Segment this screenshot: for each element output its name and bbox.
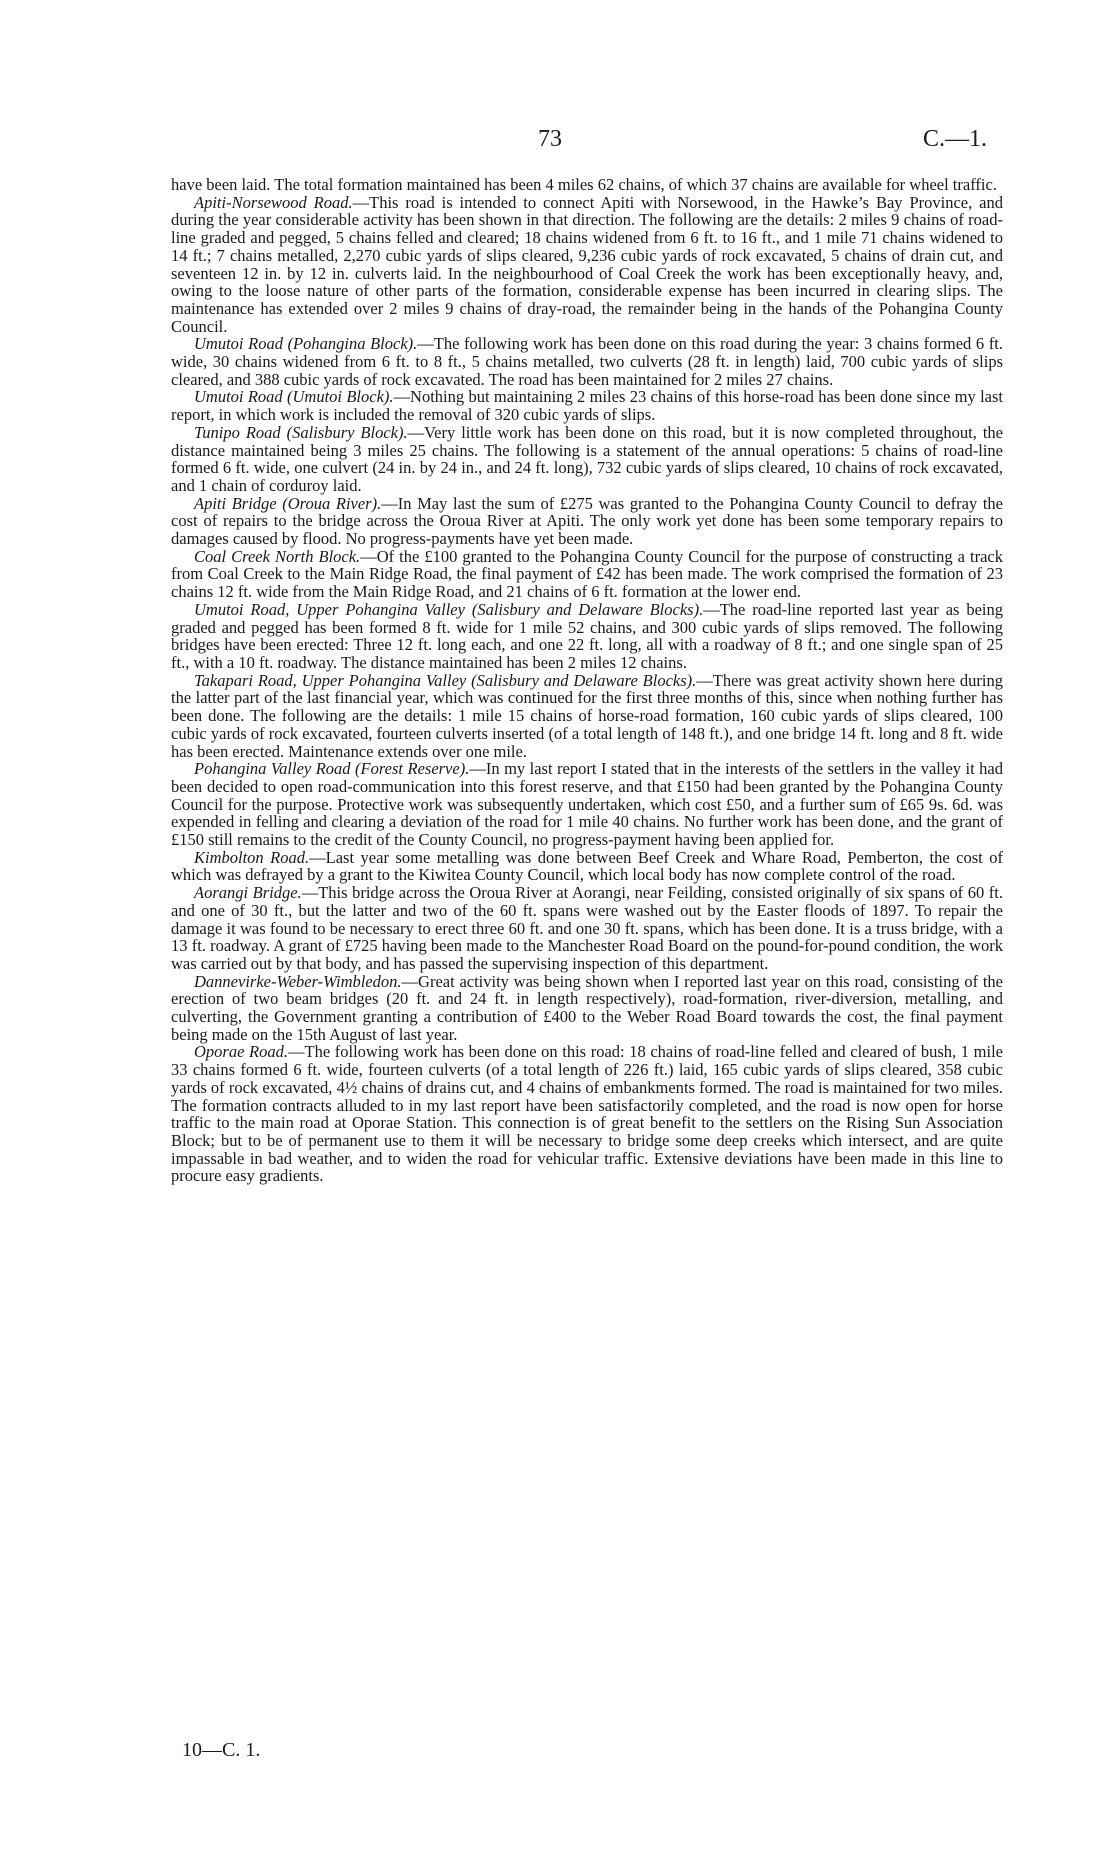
paragraph bbox=[171, 601, 1003, 672]
printer-signature: 10—C. 1. bbox=[182, 1739, 261, 1761]
paragraph-text: —In my last report I stated that in the interests of the settlers in the valley it had been decided to open road-communication into this forest reserve, and that £150 had been granted by the Pohangina County Council for the purpose. Protective work was subsequently undertaken, which cost £50, and a further sum of £65 9s. 6d. was expended in felling and clearing a deviation of the road for 1 mile 40 chains. No further work has been done, and the grant of £150 still remains to the credit of the County Council, no progress-payment having been applied for. bbox=[171, 759, 1003, 850]
report-body bbox=[171, 176, 1003, 1185]
paragraph-text: —Of the £100 granted to the Pohangina County Council for the purpose of constructing a track from Coal Creek to the Main Ridge Road, the final payment of £42 has been made. The work comprised the formation of 23 chains 12 ft. wide from the Main Ridge Road, and 21 chains of 6 ft. formation at the lower end. bbox=[171, 546, 1003, 602]
paragraph-text: —This bridge across the Oroua River at Aorangi, near Feilding, consisted originally of six spans of 60 ft. and one of 30 ft., but the latter and two of the 60 ft. spans were washed out by the Easter floods of 1897. To repair the damage it was found to be necessary to erect three 60 ft. and one 30 ft. spans, which has been done. It is a truss bridge, with a 13 ft. roadway. A grant of £725 having been made to the Manchester Road Board on the pound-for-pound condition, the work was carried out by that body, and has passed the supervising inspection of this department. bbox=[171, 883, 1003, 973]
paragraph-text: —In May last the sum of £275 was granted to the Pohangina County Council to defray the cost of repairs to the bridge across the Oroua River at Apiti. The only work yet done has been some temporary repairs to damages caused by flood. No progress-payments have yet been made. bbox=[171, 493, 1004, 549]
paragraph bbox=[171, 194, 1003, 336]
paragraph bbox=[171, 495, 1003, 548]
paragraph bbox=[171, 335, 1003, 388]
document-reference: C.—1. bbox=[922, 126, 987, 152]
paragraph-text: have been laid. The total formation maintained has been 4 miles 62 chains, of which 37 chains are available for wheel traffic. bbox=[171, 175, 997, 194]
paragraph-text: —Last year some metalling was done between Beef Creek and Whare Road, Pemberton, the cost of which was defrayed by a grant to the Kiwitea County Council, which local body has now complete control of the road. bbox=[171, 847, 1003, 885]
paragraph-title: Umutoi Road (Pohangina Block). bbox=[194, 334, 418, 354]
paragraph bbox=[171, 760, 1003, 849]
paragraph-title: Apiti Bridge (Oroua River). bbox=[194, 493, 382, 513]
paragraph bbox=[171, 388, 1003, 423]
paragraph-title: Tunipo Road (Salisbury Block). bbox=[194, 422, 408, 442]
paragraph-text: —Very little work has been done on this road, but it is now completed throughout, the distance maintained being 3 miles 25 chains. The following is a statement of the annual operations: 5 chains of road-line formed 6 ft. wide, one culvert (24 in. by 24 in., and 24 ft. long), 732 cubic yards of slips cleared, 10 chains of rock excavated, and 1 chain of corduroy laid. bbox=[171, 422, 1003, 495]
paragraph-text: —There was great activity shown here during the latter part of the last financial year, which was continued for the first three months of this, since when nothing further has been done. The following are the details: 1 mile 15 chains of horse-road formation, 160 cubic yards of slips cleared, 100 cubic yards of rock excavated, fourteen culverts inserted (of a total length of 148 ft.), and one bridge 14 ft. long and 8 ft. wide has been erected. Maintenance extends over one mile. bbox=[171, 670, 1003, 761]
paragraph-text: —The following work has been done on this road during the year: 3 chains formed 6 ft. wide, 30 chains widened from 6 ft. to 8 ft., 5 chains metalled, two culverts (28 ft. in length) laid, 700 cubic yards of slips cleared, and 388 cubic yards of rock excavated. The road has been maintained for 2 miles 27 chains. bbox=[171, 334, 1003, 389]
paragraph bbox=[171, 884, 1003, 973]
paragraph-title: Umutoi Road, Upper Pohangina Valley (Salisbury and Delaware Blocks). bbox=[194, 599, 704, 619]
paragraph-text: —The following work has been done on this road: 18 chains of road-line felled and cleared of bush, 1 mile 33 chains formed 6 ft. wide, fourteen culverts (of a total length of 226 ft.) laid, 165 cubic yards of slips cleared, 358 cubic yards of rock excavated, 4½ chains of drains cut, and 4 chains of embankments formed. The road is maintained for two miles. The formation contracts alluded to in my last report have been satisfactorily completed, and the road is now open for horse traffic to the main road at Oporae Station. This connection is of great benefit to the settlers on the Rising Sun Association Block; but to be of permanent use to them it will be necessary to bridge some deep creeks which intersect, and are quite impassable in bad weather, and to widen the road for vehicular traffic. Extensive deviations have been made in this line to procure easy gradients. bbox=[171, 1042, 1003, 1186]
paragraph-title: Takapari Road, Upper Pohangina Valley (Salisbury and Delaware Blocks). bbox=[194, 670, 697, 690]
paragraph-text: —The road-line reported last year as being graded and pegged has been formed 8 ft. wide for 1 mile 52 chains, and 300 cubic yards of slips removed. The following bridges have been erected: Three 12 ft. long each, and one 22 ft. long, all with a roadway of 8 ft.; and one single span of 25 ft., with a 10 ft. roadway. The distance maintained has been 2 miles 12 chains. bbox=[171, 599, 1003, 672]
paragraph-title: Kimbolton Road. bbox=[194, 847, 310, 867]
paragraph bbox=[171, 973, 1003, 1044]
paragraph bbox=[171, 548, 1003, 601]
paragraph-text: —Great activity was being shown when I reported last year on this road, consisting of the erection of two beam bridges (20 ft. and 24 ft. in length respectively), road-formation, river-diversion, metalling, and culverting, the Government granting a contribution of £400 to the Weber Road Board towards the cost, the final payment being made on the 15th August of last year. bbox=[171, 971, 1003, 1044]
paragraph bbox=[171, 424, 1003, 495]
paragraph bbox=[171, 1043, 1003, 1185]
page-number: 73 bbox=[538, 126, 562, 152]
paragraph bbox=[171, 849, 1003, 884]
paragraph-title: Pohangina Valley Road (Forest Reserve). bbox=[194, 759, 470, 779]
paragraph-title: Oporae Road. bbox=[194, 1042, 288, 1062]
paragraph-title: Coal Creek North Block. bbox=[194, 546, 361, 566]
paragraph-title: Aorangi Bridge. bbox=[194, 883, 302, 903]
paragraph-title: Dannevirke-Weber-Wimbledon. bbox=[194, 971, 402, 991]
paragraph bbox=[171, 176, 1003, 194]
paragraph-title: Apiti-Norsewood Road. bbox=[194, 192, 353, 212]
paragraph-title: Umutoi Road (Umutoi Block). bbox=[194, 387, 394, 407]
paragraph bbox=[171, 672, 1003, 761]
paragraph-text: —Nothing but maintaining 2 miles 23 chains of this horse-road has been done since my last report, in which work is included the removal of 320 cubic yards of slips. bbox=[171, 387, 1003, 425]
paragraph-text: —This road is intended to connect Apiti with Norsewood, in the Hawke’s Bay Province, and during the year considerable activity has been shown in that direction. The following are the details: 2 miles 9 chains of road-line graded and pegged, 5 chains felled and cleared; 18 chains widened from 6 ft. to 16 ft., and 1 mile 71 chains widened to 14 ft.; 7 chains metalled, 2,270 cubic yards of slips cleared, 9,236 cubic yards of rock excavated, 5 chains of drain cut, and seventeen 12 in. by 12 in. culverts laid. In the neighbourhood of Coal Creek the work has been exceptionally heavy, and, owing to the loose nature of other parts of the formation, considerable expense has been incurred in clearing slips. The maintenance has extended over 2 miles 9 chains of dray-road, the remainder being in the hands of the Pohangina County Council. bbox=[171, 192, 1003, 336]
